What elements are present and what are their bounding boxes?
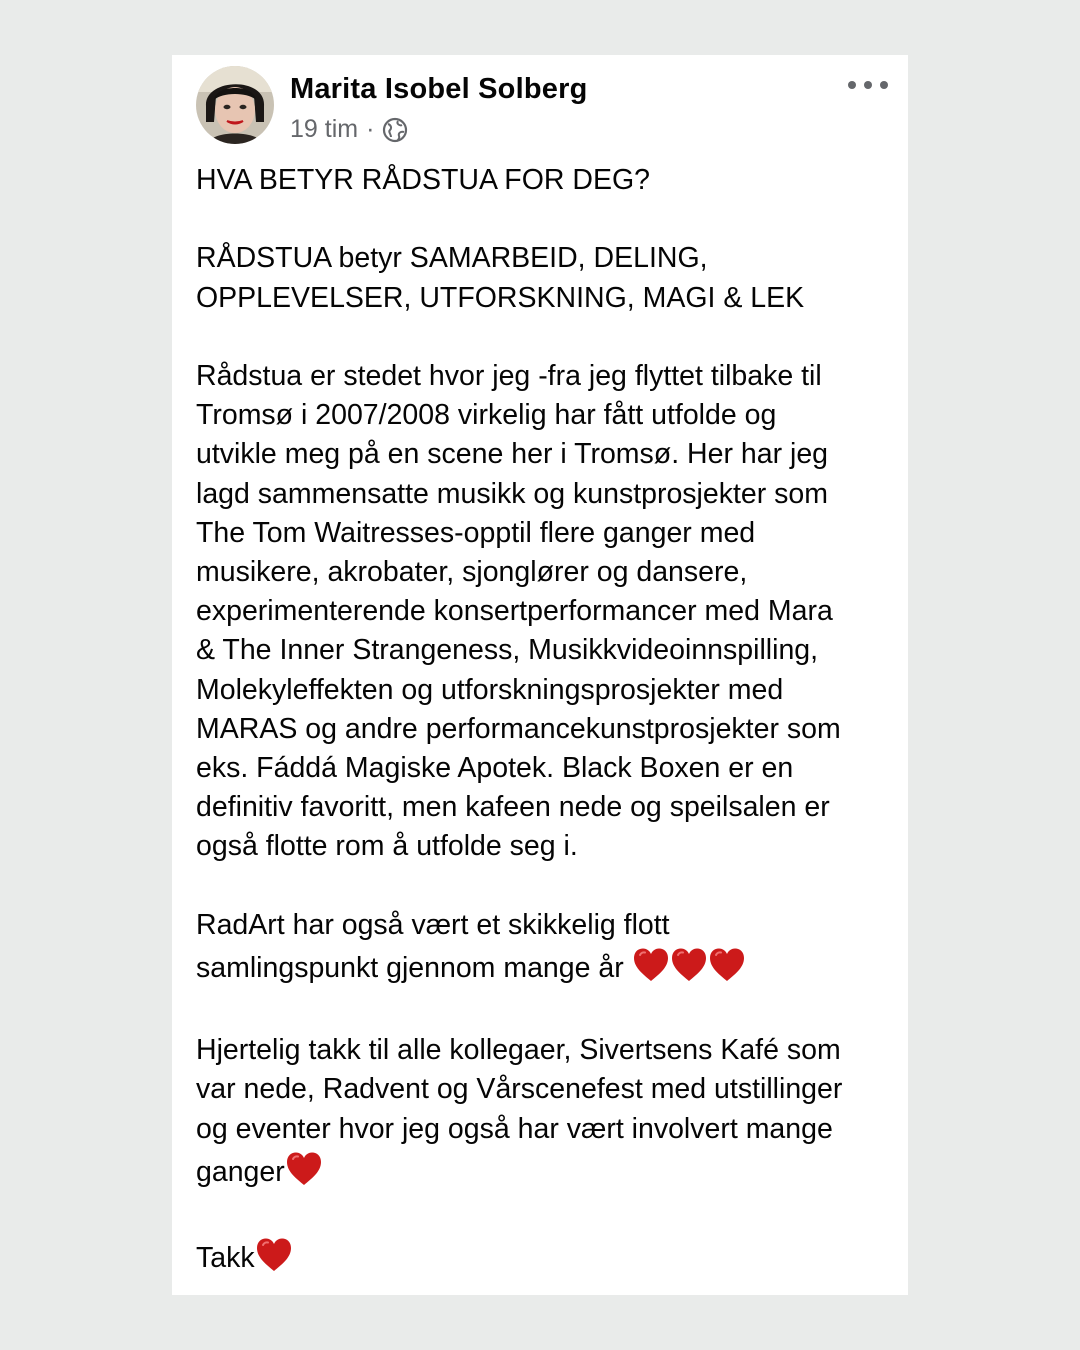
post-paragraph-1: RÅDSTUA betyr SAMARBEID, DELING, OPPLEVELSER, UTFORSKNING, MAGI & LEK <box>196 242 805 314</box>
post-paragraph-3: RadArt har også vært et skikkelig flott samlingspunkt gjennom mange år <box>196 906 896 992</box>
post-timestamp[interactable]: 19 tim <box>290 115 359 143</box>
post-body <box>196 161 896 1282</box>
author-name[interactable]: Marita Isobel Solberg <box>290 73 588 105</box>
more-options-icon[interactable] <box>848 73 888 97</box>
avatar[interactable] <box>196 66 274 144</box>
heart-icon <box>632 947 670 983</box>
heart-icon <box>708 947 746 983</box>
heart-icon <box>670 947 708 983</box>
globe-icon <box>382 117 408 143</box>
post-paragraph-5: Takk <box>196 1235 896 1282</box>
heart-icon <box>285 1151 323 1187</box>
post-meta <box>290 115 408 144</box>
meta-separator: · <box>366 115 375 143</box>
post-paragraph-4: Hjertelig takk til alle kollegaer, Sivertsens Kafé som var nede, Radvent og Vårscenefest med utstillinger og eventer hvor jeg også har vært involvert mange ganger <box>196 1034 843 1188</box>
post-card <box>172 55 908 1295</box>
heart-icon <box>255 1237 293 1273</box>
post-heading: HVA BETYR RÅDSTUA FOR DEG? <box>196 164 650 196</box>
post-paragraph-2: Rådstua er stedet hvor jeg -fra jeg flyttet tilbake til Tromsø i 2007/2008 virkelig har fått utfolde og utvikle meg på en scene her i Tromsø. Her har jeg lagd sammensatte musikk og kunstprosjekter som The Tom Waitresses-opptil flere ganger med musikere, akrobater, sjonglører og dansere, experimenterende konsertperformancer med Mara & The Inner Strangeness, Musikkvideoinnspilling, Molekyleffekten og utforskningsprosjekter med MARAS og andre performancekunstprosjekter som eks. Fáddá Magiske Apotek. Black Boxen er en definitiv favoritt, men kafeen nede og speilsalen er også flotte rom å utfolde seg i. <box>196 359 841 863</box>
